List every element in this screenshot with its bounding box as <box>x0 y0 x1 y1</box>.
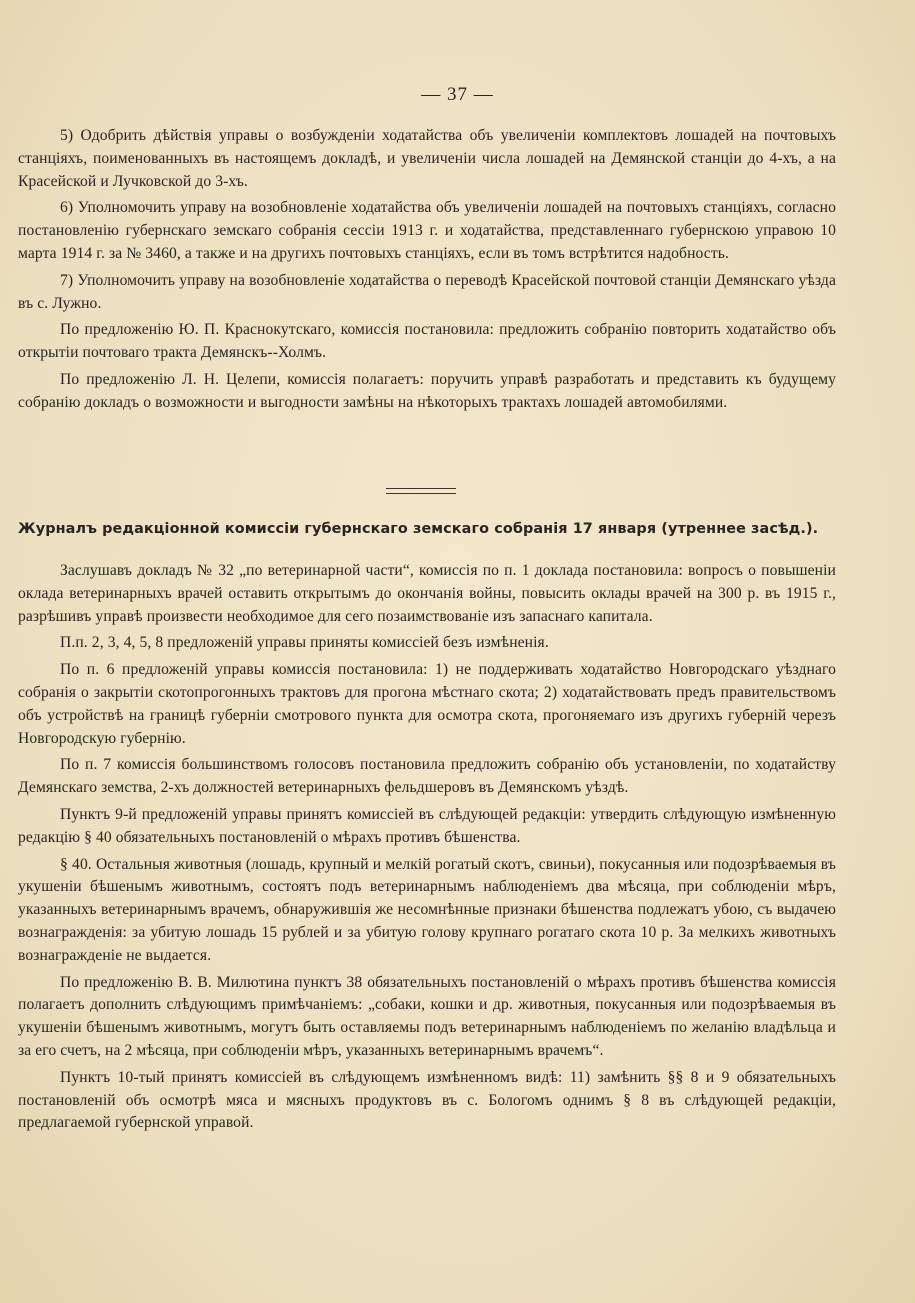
paragraph-item-7: 7) Уполномочить управу на возобновленіе ходатайства о переводѣ Красейской почтовой станціи Демянскаго уѣзда въ с. Лужно. <box>18 271 836 312</box>
paragraph-item-5: 5) Одобрить дѣйствія управы о возбужденіи ходатайства объ увеличеніи комплектовъ лошадей на почтовыхъ станціяхъ, поименованныхъ въ настоящемъ докладѣ, и увеличеніи числа лошадей на Демянской станціи до 4-хъ, а на Красейской и Лучковской до 3-хъ. <box>18 127 836 190</box>
paragraph-item-6: 6) Уполномочить управу на возобновленіе ходатайства объ увеличеніи лошадей на почтовыхъ станціяхъ, согласно постановленію губернскаго земскаго собранія сессіи 1913 г. и ходатайства, представленнаго губернскою управою 10 марта 1914 г. за № 3460, а также и на другихъ почтовыхъ станціяхъ, если въ томъ встрѣтится надобность. <box>18 199 836 262</box>
paragraph-items-accepted: П.п. 2, 3, 4, 5, 8 предложеній управы приняты комиссіей безъ измѣненія. <box>60 634 549 652</box>
paragraph-milyutin: По предложенію В. В. Милютина пунктъ 38 обязательныхъ постановленій о мѣрахъ противъ бѣшенства комиссія полагаетъ дополнить слѣдующимъ примѣчаніемъ: „собаки, кошки и др. животныя, покусанныя или подозрѣваемыя въ укушеніи бѣшенымъ животнымъ, могутъ быть оставляемы подъ ветеринарнымъ наблюденіемъ по желанію владѣльца и за его счетъ, на 2 мѣсяца, при соблюденіи мѣръ, указанныхъ ветеринарнымъ врачемъ“. <box>18 973 836 1059</box>
paragraph-item-6-proposals: По п. 6 предложеній управы комиссія постановила: 1) не поддерживать ходатайство Новгородскаго уѣзднаго собранія о закрытіи скотопрогонныхъ трактовъ для прогона мѣстнаго скота; 2) ходатайствовать предъ правительствомъ объ устройствѣ на границѣ губерніи смотрового пункта для осмотра скота, прогоняемаго изъ другихъ губерній черезъ Новгородскую губернію. <box>18 661 836 747</box>
paragraph-tselepi: По предложенію Л. Н. Целепи, комиссія полагаетъ: поручить управѣ разработать и представить къ будущему собранію докладъ о возможности и выгодности замѣны на нѣкоторыхъ трактахъ лошадей автомобилями. <box>18 370 836 411</box>
paragraph-report-32: Заслушавъ докладъ № 32 „по ветеринарной части“, комиссія по п. 1 доклада постановила: вопросъ о повышеніи оклада ветеринарныхъ врачей оставить открытымъ до окончанія войны, повысить оклады врачей на 300 р. въ 1915 г., разрѣшивъ управѣ произвести необходимое для сего позаимствованіе изъ запаснаго капитала. <box>18 562 836 625</box>
paragraph-item-10: Пунктъ 10-тый принятъ комиссіей въ слѣдующемъ измѣненномъ видѣ: 11) замѣнить §§ 8 и 9 обязательныхъ постановленій объ осмотрѣ мяса и мясныхъ продуктовъ въ с. Бологомъ однимъ § 8 въ слѣдующей редакціи, предлагаемой губернской управой. <box>18 1068 836 1132</box>
paragraph-item-9: Пунктъ 9-й предложеній управы принятъ комиссіей въ слѣдующей редакціи: утвердить слѣдующую измѣненную редакцію § 40 обязательныхъ постановленій о мѣрахъ противъ бѣшенства. <box>18 805 836 846</box>
top-text-block <box>18 125 836 419</box>
section-heading: Журналъ редакціонной комиссіи губернскаго земскаго собранія 17 января (утреннее засѣд.). <box>18 521 819 537</box>
paragraph-item-7-proposals: По п. 7 комиссія большинствомъ голосовъ постановила предложить собранію объ установленіи, по ходатайству Демянскаго земства, 2-хъ должностей ветеринарныхъ фельдшеровъ въ Демянскомъ уѣздѣ. <box>18 756 836 797</box>
section-divider <box>386 488 456 494</box>
page-number: — 37 — <box>421 84 494 105</box>
section-text-block <box>18 560 836 1139</box>
paragraph-krasnokutsky: По предложенію Ю. П. Краснокутскаго, комиссія постановила: предложить собранію повторить ходатайство объ открытіи почтоваго тракта Демянскъ--Холмъ. <box>18 321 836 362</box>
paragraph-section-40: § 40. Остальныя животныя (лошадь, крупный и мелкій рогатый скотъ, свиньи), покусанныя или подозрѣваемыя въ укушеніи бѣшенымъ животнымъ, состоятъ подъ ветеринарнымъ наблюденіемъ два мѣсяца, при соблюденіи мѣръ, указанныхъ ветеринарнымъ врачемъ, обнаружившія же несомнѣнные признаки бѣшенства подлежатъ убою, съ выдачею вознагражденія: за убитую лошадь 15 рублей и за убитую голову крупнаго рогатаго скота 10 р. За мелкихъ животныхъ вознагражденіе не выдается. <box>18 855 836 964</box>
